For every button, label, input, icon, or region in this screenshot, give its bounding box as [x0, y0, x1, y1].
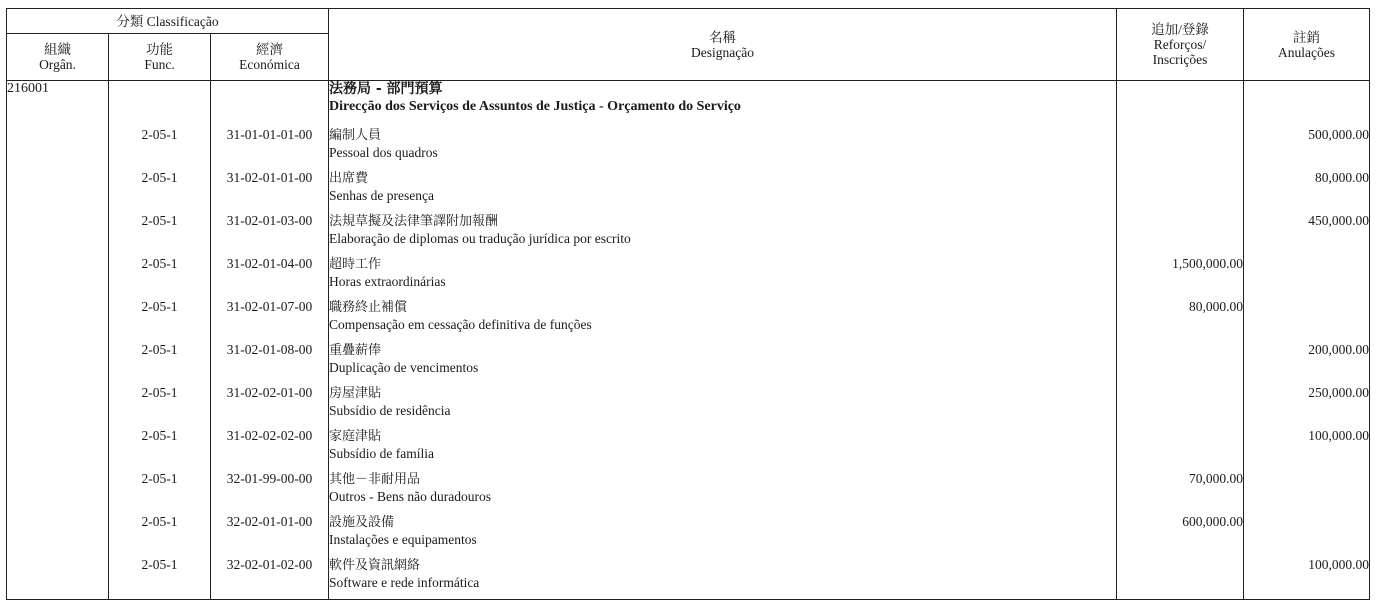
economic-code: 31-02-01-01-00	[211, 170, 329, 213]
budget-table	[6, 8, 1370, 600]
empty-cell	[7, 557, 109, 600]
designation-pt: Subsídio de família	[329, 446, 434, 461]
economic-code: 31-02-02-01-00	[211, 385, 329, 428]
functional-code: 2-05-1	[109, 127, 211, 170]
functional-code: 2-05-1	[109, 428, 211, 471]
designation-cell	[329, 342, 1117, 385]
designation-zh: 編制人員	[329, 128, 382, 143]
economic-code: 31-02-01-08-00	[211, 342, 329, 385]
functional-code: 2-05-1	[109, 256, 211, 299]
empty-cell	[7, 514, 109, 557]
table-row	[7, 213, 1370, 256]
designation-header-pt: Designação	[691, 44, 754, 60]
functional-header	[109, 34, 211, 81]
designation-zh: 法規草擬及法律筆譯附加報酬	[329, 214, 499, 229]
annulment-amount	[1244, 471, 1370, 514]
designation-cell	[329, 514, 1117, 557]
organic-code: 216001	[7, 81, 109, 128]
empty-cell	[7, 213, 109, 256]
empty-cell	[7, 256, 109, 299]
economic-header-zh: 經濟	[256, 42, 283, 57]
designation-cell	[329, 256, 1117, 299]
functional-code: 2-05-1	[109, 385, 211, 428]
reinforcement-amount: 600,000.00	[1117, 514, 1244, 557]
designation-pt: Compensação em cessação definitiva de funções	[329, 317, 592, 332]
functional-header-zh: 功能	[146, 42, 173, 57]
reinforcements-header-zh: 追加/登錄	[1151, 22, 1209, 37]
annulment-amount: 200,000.00	[1244, 342, 1370, 385]
economic-header-pt: Económica	[239, 57, 300, 72]
annulments-header-zh: 註銷	[1293, 29, 1320, 45]
economic-code: 32-02-01-02-00	[211, 557, 329, 600]
table-row	[7, 170, 1370, 213]
designation-zh: 職務終止補償	[329, 300, 408, 315]
designation-pt: Outros - Bens não duradouros	[329, 489, 491, 504]
annulments-header	[1244, 9, 1370, 81]
designation-cell	[329, 557, 1117, 600]
annulment-amount: 250,000.00	[1244, 385, 1370, 428]
organic-header	[7, 34, 109, 81]
functional-code: 2-05-1	[109, 299, 211, 342]
organic-designation	[329, 81, 1117, 128]
reinforcement-amount: 1,500,000.00	[1117, 256, 1244, 299]
empty-cell	[1117, 81, 1244, 128]
table-header	[7, 9, 1370, 81]
annulment-amount	[1244, 514, 1370, 557]
designation-pt: Software e rede informática	[329, 575, 480, 590]
annulment-amount: 100,000.00	[1244, 428, 1370, 471]
empty-cell	[1244, 81, 1370, 128]
empty-cell	[7, 471, 109, 514]
economic-header	[211, 34, 329, 81]
designation-pt: Senhas de presença	[329, 188, 434, 203]
empty-cell	[7, 385, 109, 428]
empty-cell	[7, 428, 109, 471]
reinforcement-amount: 80,000.00	[1117, 299, 1244, 342]
reinforcement-amount	[1117, 385, 1244, 428]
functional-code: 2-05-1	[109, 471, 211, 514]
annulment-amount: 100,000.00	[1244, 557, 1370, 600]
empty-cell	[7, 299, 109, 342]
functional-code: 2-05-1	[109, 514, 211, 557]
designation-pt: Subsídio de residência	[329, 403, 451, 418]
designation-zh: 軟件及資訊網絡	[329, 558, 421, 573]
designation-pt: Duplicação de vencimentos	[329, 360, 479, 375]
designation-pt: Horas extraordinárias	[329, 274, 446, 289]
reinforcements-header-pt2: Inscrições	[1152, 52, 1208, 67]
table-row	[7, 256, 1370, 299]
economic-code: 31-02-02-02-00	[211, 428, 329, 471]
designation-zh: 家庭津貼	[329, 429, 382, 444]
organic-header-pt: Orgân.	[39, 57, 76, 72]
designation-zh: 其他－非耐用品	[329, 472, 421, 487]
table-row	[7, 385, 1370, 428]
functional-header-pt: Func.	[144, 57, 175, 72]
table-body	[7, 81, 1370, 600]
designation-cell	[329, 385, 1117, 428]
reinforcement-amount	[1117, 342, 1244, 385]
annulment-amount: 450,000.00	[1244, 213, 1370, 256]
economic-code: 32-01-99-00-00	[211, 471, 329, 514]
annulments-header-pt: Anulações	[1278, 44, 1335, 60]
designation-header	[329, 9, 1117, 81]
organic-name-zh: 法務局 - 部門預算	[329, 81, 443, 97]
designation-zh: 重疊薪俸	[329, 343, 382, 358]
table-row	[7, 557, 1370, 600]
empty-cell	[109, 81, 211, 128]
functional-code: 2-05-1	[109, 342, 211, 385]
designation-pt: Instalações e equipamentos	[329, 532, 477, 547]
economic-code: 31-02-01-07-00	[211, 299, 329, 342]
reinforcement-amount	[1117, 428, 1244, 471]
designation-zh: 超時工作	[329, 257, 382, 272]
reinforcements-header	[1117, 9, 1244, 81]
organic-row	[7, 81, 1370, 128]
classification-header: 分類 Classificação	[7, 9, 329, 34]
functional-code: 2-05-1	[109, 213, 211, 256]
designation-cell	[329, 299, 1117, 342]
organic-header-zh: 組織	[44, 42, 71, 57]
designation-header-zh: 名稱	[709, 29, 736, 45]
annulment-amount	[1244, 299, 1370, 342]
organic-name-pt: Direcção dos Serviços de Assuntos de Justiça - Orçamento do Serviço	[329, 99, 741, 114]
economic-code: 31-02-01-04-00	[211, 256, 329, 299]
reinforcement-amount: 70,000.00	[1117, 471, 1244, 514]
empty-cell	[7, 170, 109, 213]
table-row	[7, 428, 1370, 471]
economic-code: 32-02-01-01-00	[211, 514, 329, 557]
table-row	[7, 342, 1370, 385]
table-row	[7, 127, 1370, 170]
table-row	[7, 299, 1370, 342]
economic-code: 31-02-01-03-00	[211, 213, 329, 256]
empty-cell	[211, 81, 329, 128]
reinforcement-amount	[1117, 557, 1244, 600]
empty-cell	[7, 127, 109, 170]
designation-zh: 出席費	[329, 171, 369, 186]
functional-code: 2-05-1	[109, 557, 211, 600]
annulment-amount: 80,000.00	[1244, 170, 1370, 213]
annulment-amount	[1244, 256, 1370, 299]
empty-cell	[7, 342, 109, 385]
designation-zh: 設施及設備	[329, 515, 395, 530]
designation-zh: 房屋津貼	[329, 386, 382, 401]
designation-cell	[329, 127, 1117, 170]
annulment-amount: 500,000.00	[1244, 127, 1370, 170]
table-row	[7, 471, 1370, 514]
reinforcement-amount	[1117, 213, 1244, 256]
reinforcements-header-pt1: Reforços/	[1153, 37, 1207, 52]
functional-code: 2-05-1	[109, 170, 211, 213]
reinforcement-amount	[1117, 127, 1244, 170]
designation-cell	[329, 213, 1117, 256]
table-row	[7, 514, 1370, 557]
designation-cell	[329, 170, 1117, 213]
designation-pt: Elaboração de diplomas ou tradução jurídica por escrito	[329, 231, 631, 246]
designation-pt: Pessoal dos quadros	[329, 145, 438, 160]
designation-cell	[329, 471, 1117, 514]
reinforcement-amount	[1117, 170, 1244, 213]
economic-code: 31-01-01-01-00	[211, 127, 329, 170]
designation-cell	[329, 428, 1117, 471]
